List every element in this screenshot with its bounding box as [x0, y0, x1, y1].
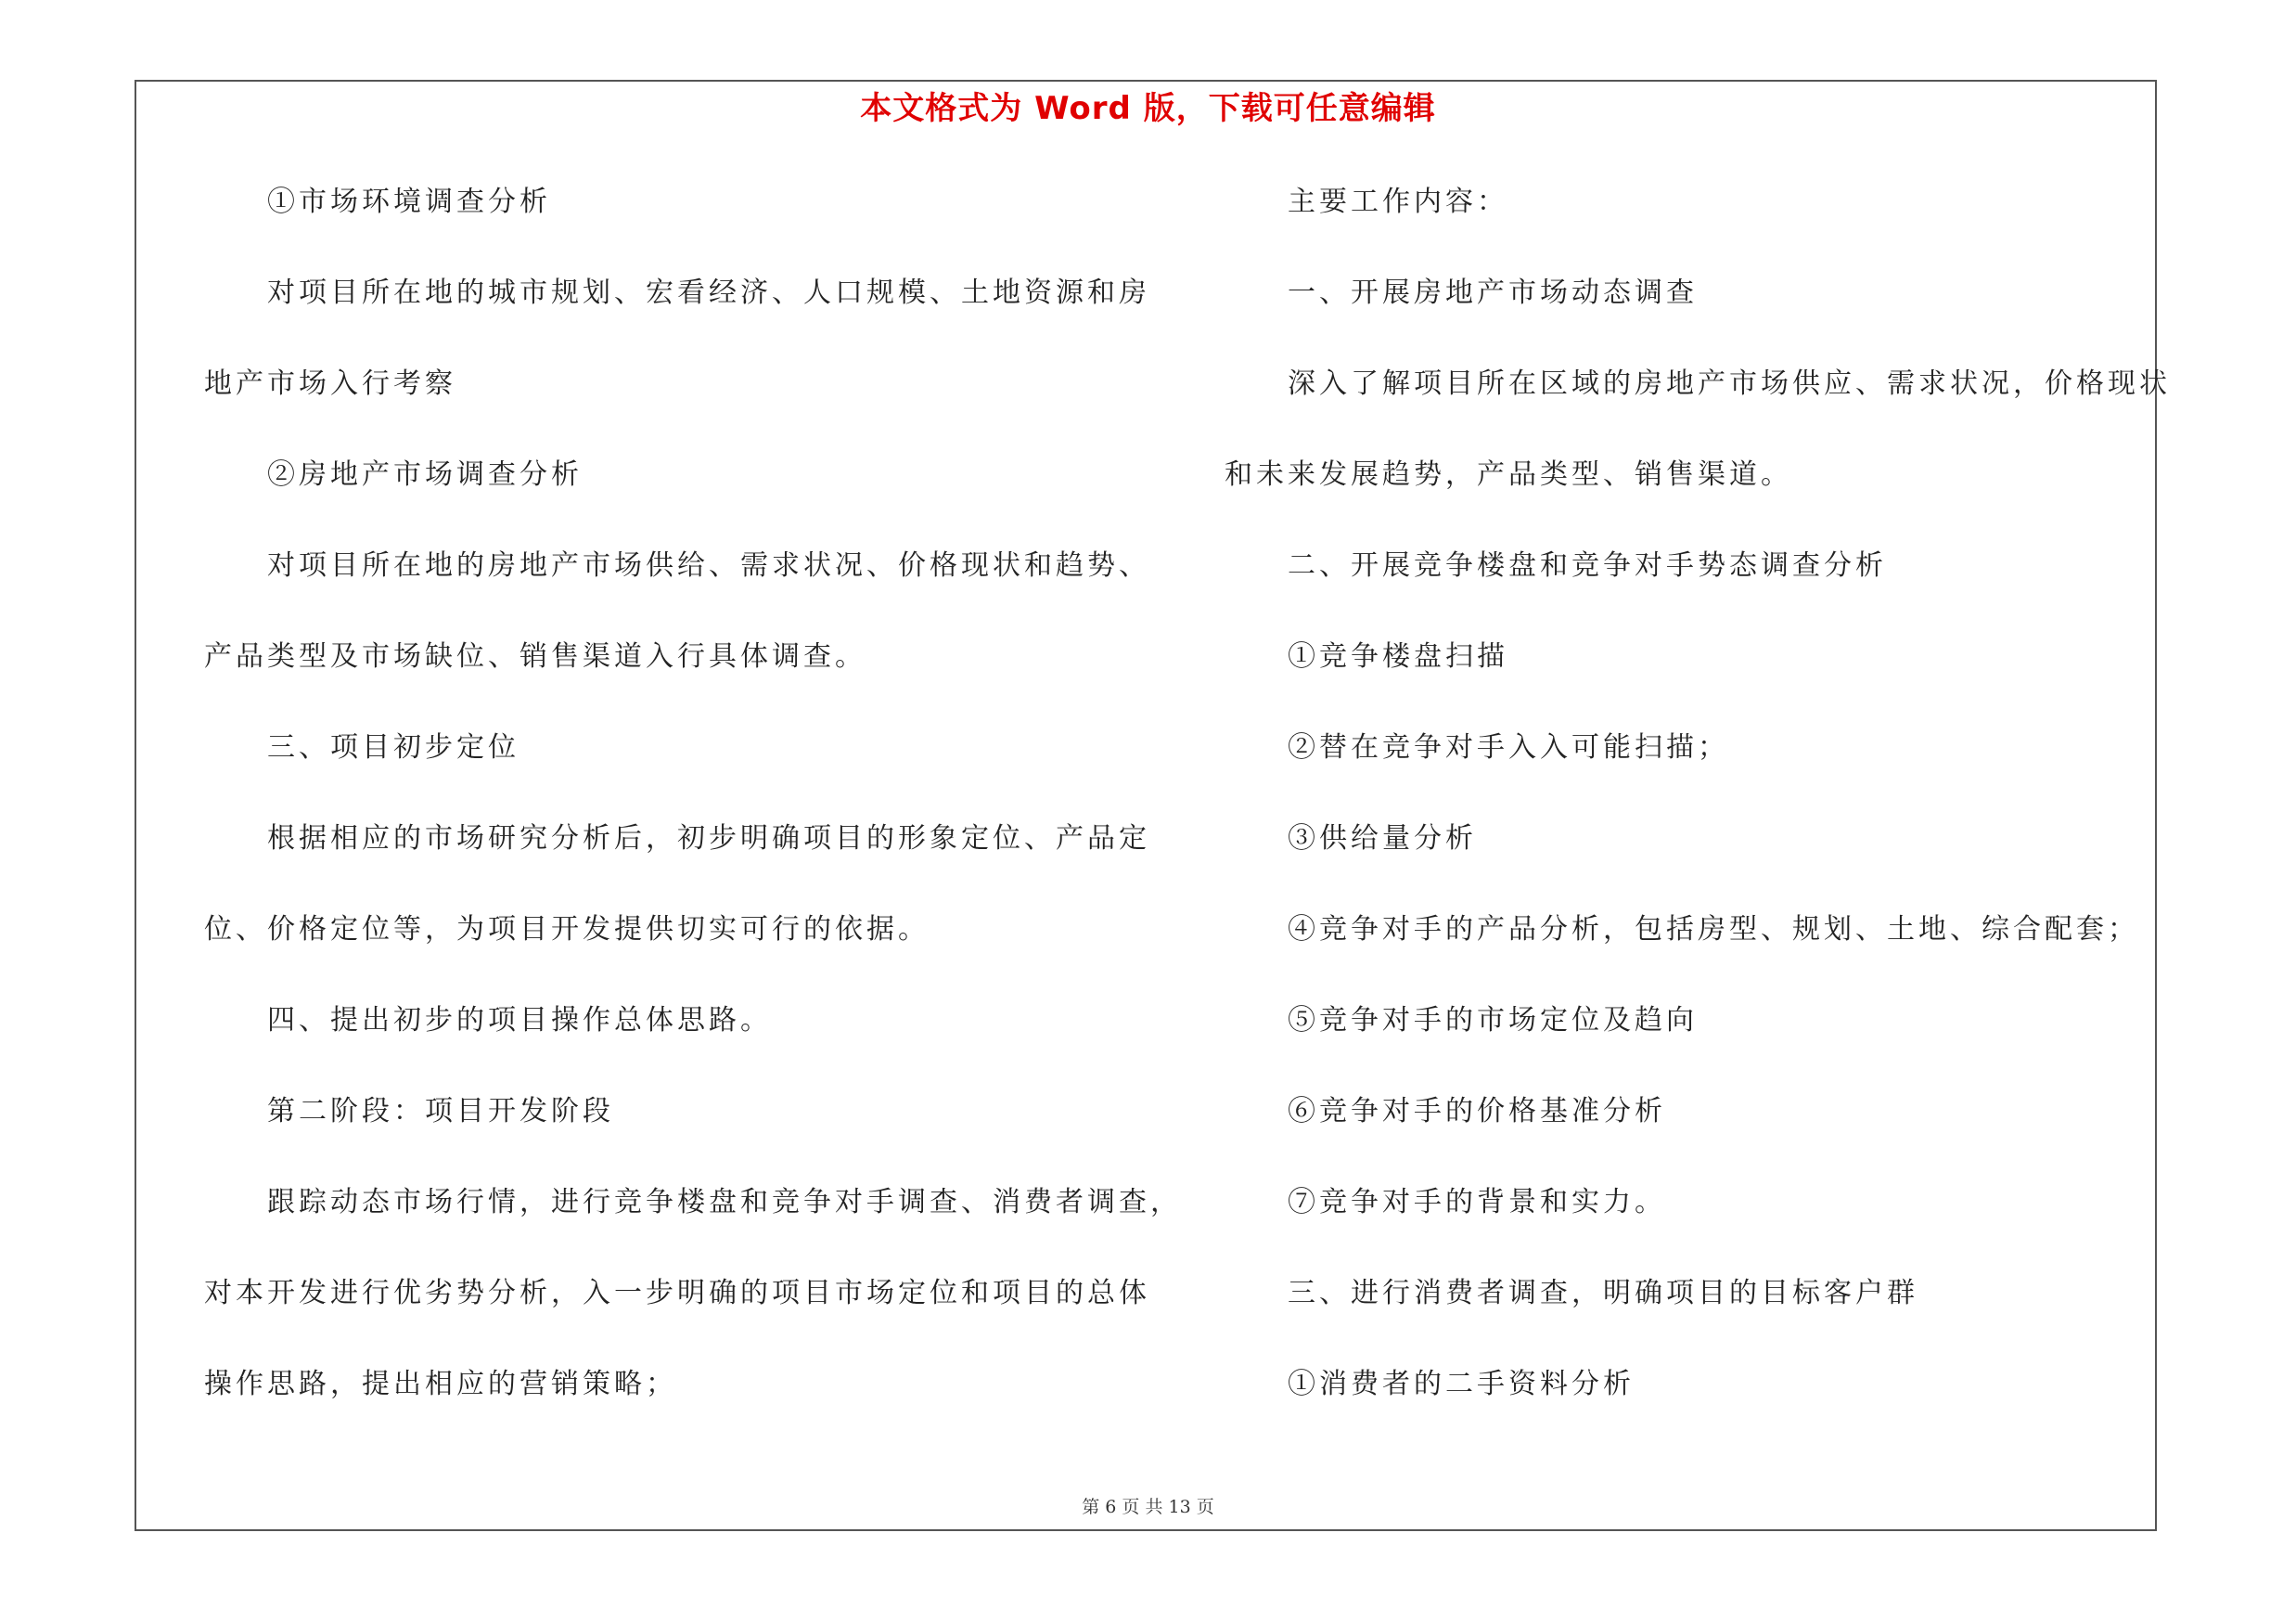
text-line: 三、项目初步定位 [267, 731, 519, 764]
text-line: ②替在竞争对手入入可能扫描； [1288, 731, 1729, 764]
text-line: ①市场环境调查分析 [267, 186, 551, 218]
text-line: 二、开展竞争楼盘和竞争对手势态调查分析 [1288, 549, 1887, 582]
text-line: 三、进行消费者调查，明确项目的目标客户群 [1288, 1277, 1918, 1309]
format-banner: 本文格式为 Word 版，下载可任意编辑 [860, 90, 1436, 127]
text-line: 对本开发进行优劣势分析，入一步明确的项目市场定位和项目的总体 [204, 1277, 1150, 1309]
text-line: ③供给量分析 [1288, 822, 1477, 855]
page-footer: 第 6 页 共 13 页 [1082, 1497, 1214, 1517]
text-line: ④竞争对手的产品分析，包括房型、规划、土地、综合配套； [1288, 913, 2139, 946]
text-line: 四、提出初步的项目操作总体思路。 [267, 1004, 772, 1037]
text-line: 对项目所在地的房地产市场供给、需求状况、价格现状和趋势、 [267, 549, 1150, 582]
text-line: ①竞争楼盘扫描 [1288, 640, 1508, 673]
text-line: 操作思路，提出相应的营销策略； [204, 1368, 677, 1400]
text-line: 跟踪动态市场行情，进行竞争楼盘和竞争对手调查、消费者调查， [267, 1186, 1182, 1218]
text-line: 产品类型及市场缺位、销售渠道入行具体调查。 [204, 640, 866, 673]
text-line: 对项目所在地的城市规划、宏看经济、人口规模、土地资源和房 [267, 277, 1150, 309]
text-line: ⑥竞争对手的价格基准分析 [1288, 1095, 1666, 1127]
text-line: 第二阶段：项目开发阶段 [267, 1095, 614, 1127]
text-line: ②房地产市场调查分析 [267, 458, 583, 491]
text-line: 和未来发展趋势，产品类型、销售渠道。 [1225, 458, 1792, 491]
text-line: 主要工作内容： [1288, 186, 1508, 218]
text-line: 根据相应的市场研究分析后，初步明确项目的形象定位、产品定 [267, 822, 1150, 855]
text-line: ⑦竞争对手的背景和实力。 [1288, 1186, 1666, 1218]
text-line: ①消费者的二手资料分析 [1288, 1368, 1635, 1400]
text-line: 位、价格定位等，为项目开发提供切实可行的依据。 [204, 913, 930, 946]
text-line: 地产市场入行考察 [204, 367, 456, 400]
text-line: 深入了解项目所在区域的房地产市场供应、需求状况，价格现状 [1288, 367, 2171, 400]
text-line: 一、开展房地产市场动态调查 [1288, 277, 1698, 309]
text-line: ⑤竞争对手的市场定位及趋向 [1288, 1004, 1698, 1037]
